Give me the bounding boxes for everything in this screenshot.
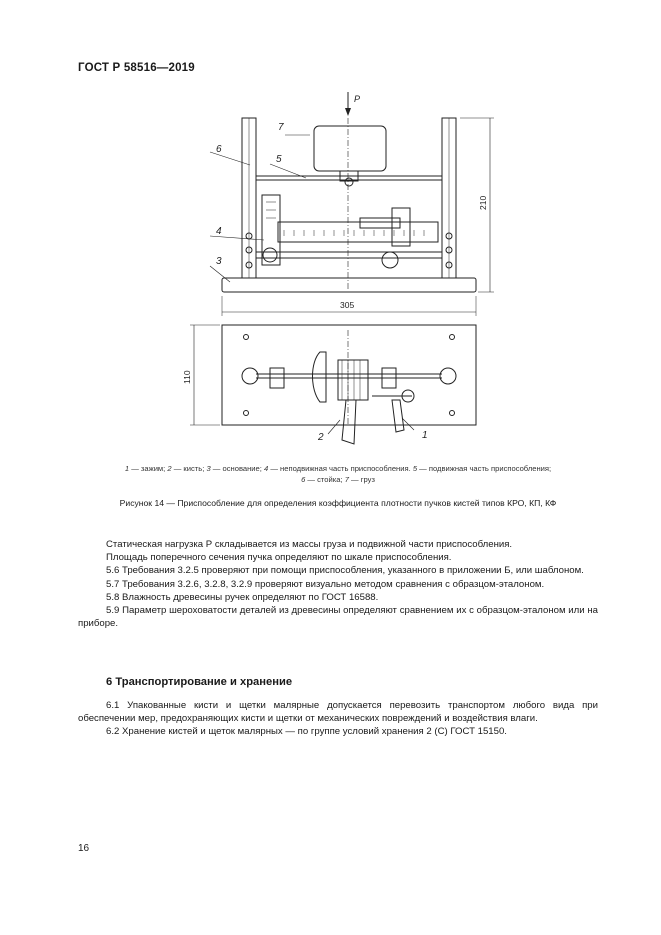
legend-line-1: 1 — зажим; 2 — кисть; 3 — основание; 4 — неподвижная часть приспособления. 5 — подвижная часть приспособления; [124,464,552,473]
dim-305-label: 305 [340,300,355,310]
post-top-left [242,368,258,384]
label-6: 6 [216,144,222,155]
label-2: 2 [318,432,324,443]
body-paragraphs [78,538,598,630]
weight-hook-ring [345,178,353,186]
brush-2-fan [313,352,327,402]
legend-line-2: 6 — стойка; 7 — груз [301,475,375,484]
scale-ticks [284,230,424,236]
base-3 [222,278,476,292]
figure-caption: Рисунок 14 — Приспособление для определения коэффициента плотности пучков кистей типов КРО, КП, КФ [119,498,557,508]
weight-7 [314,126,386,171]
document-header: ГОСТ Р 58516—2019 [78,62,195,74]
figure-legend [78,463,598,485]
paragraph: 5.7 Требования 3.2.6, 3.2.8, 3.2.9 проверяют визуально методом сравнения с образцом-эталоном. [106,578,545,590]
clamp-screw-right [382,252,398,268]
paragraph: 6.1 Упакованные кисти и щетки малярные допускается перевозить транспортом любого вида при обеспечении мер, предохраняющих кисти и щетки от механических повреждений и воздействия влаги. [78,700,598,725]
base-top-view [222,325,476,425]
section-6-paragraphs [78,699,598,739]
paragraph: 5.6 Требования 3.2.5 проверяют при помощи приспособления, указанного в приложении Б, или шаблоном. [106,565,584,577]
paragraph: 5.9 Параметр шероховатости деталей из древесины определяют сравнением их с образцом-эталоном или на приборе. [78,605,598,630]
paragraph: 5.8 Влажность древесины ручек определяют по ГОСТ 16588. [106,591,379,603]
clamp-1-handle [392,400,404,432]
paragraph: 6.2 Хранение кистей и щеток малярных — по группе условий хранения 2 (С) ГОСТ 15150. [106,726,507,738]
clamp-knob [392,208,410,246]
figure-14 [160,90,510,450]
clamp-screw [360,218,400,228]
page-number: 16 [78,843,90,854]
label-3: 3 [216,256,222,267]
label-4: 4 [216,226,222,237]
clamp-screw-left [263,248,277,262]
label-7: 7 [278,122,284,133]
paragraph: Площадь поперечного сечения пучка определяют по шкале приспособления. [106,552,452,564]
paragraph: Статическая нагрузка Р складывается из массы груза и подвижной части приспособления. [106,539,513,550]
brush-2-handle [342,400,356,444]
label-p: P [354,94,361,104]
dim-110-label: 110 [182,370,192,384]
section-6-title: 6 Транспортирование и хранение [106,676,293,688]
dim-210-label: 210 [478,195,488,210]
label-1: 1 [422,430,428,441]
technical-drawing [160,90,510,450]
brush-2-bundle [338,360,368,400]
load-arrow-head [345,108,351,116]
post-top-right [440,368,456,384]
label-5: 5 [276,154,282,165]
